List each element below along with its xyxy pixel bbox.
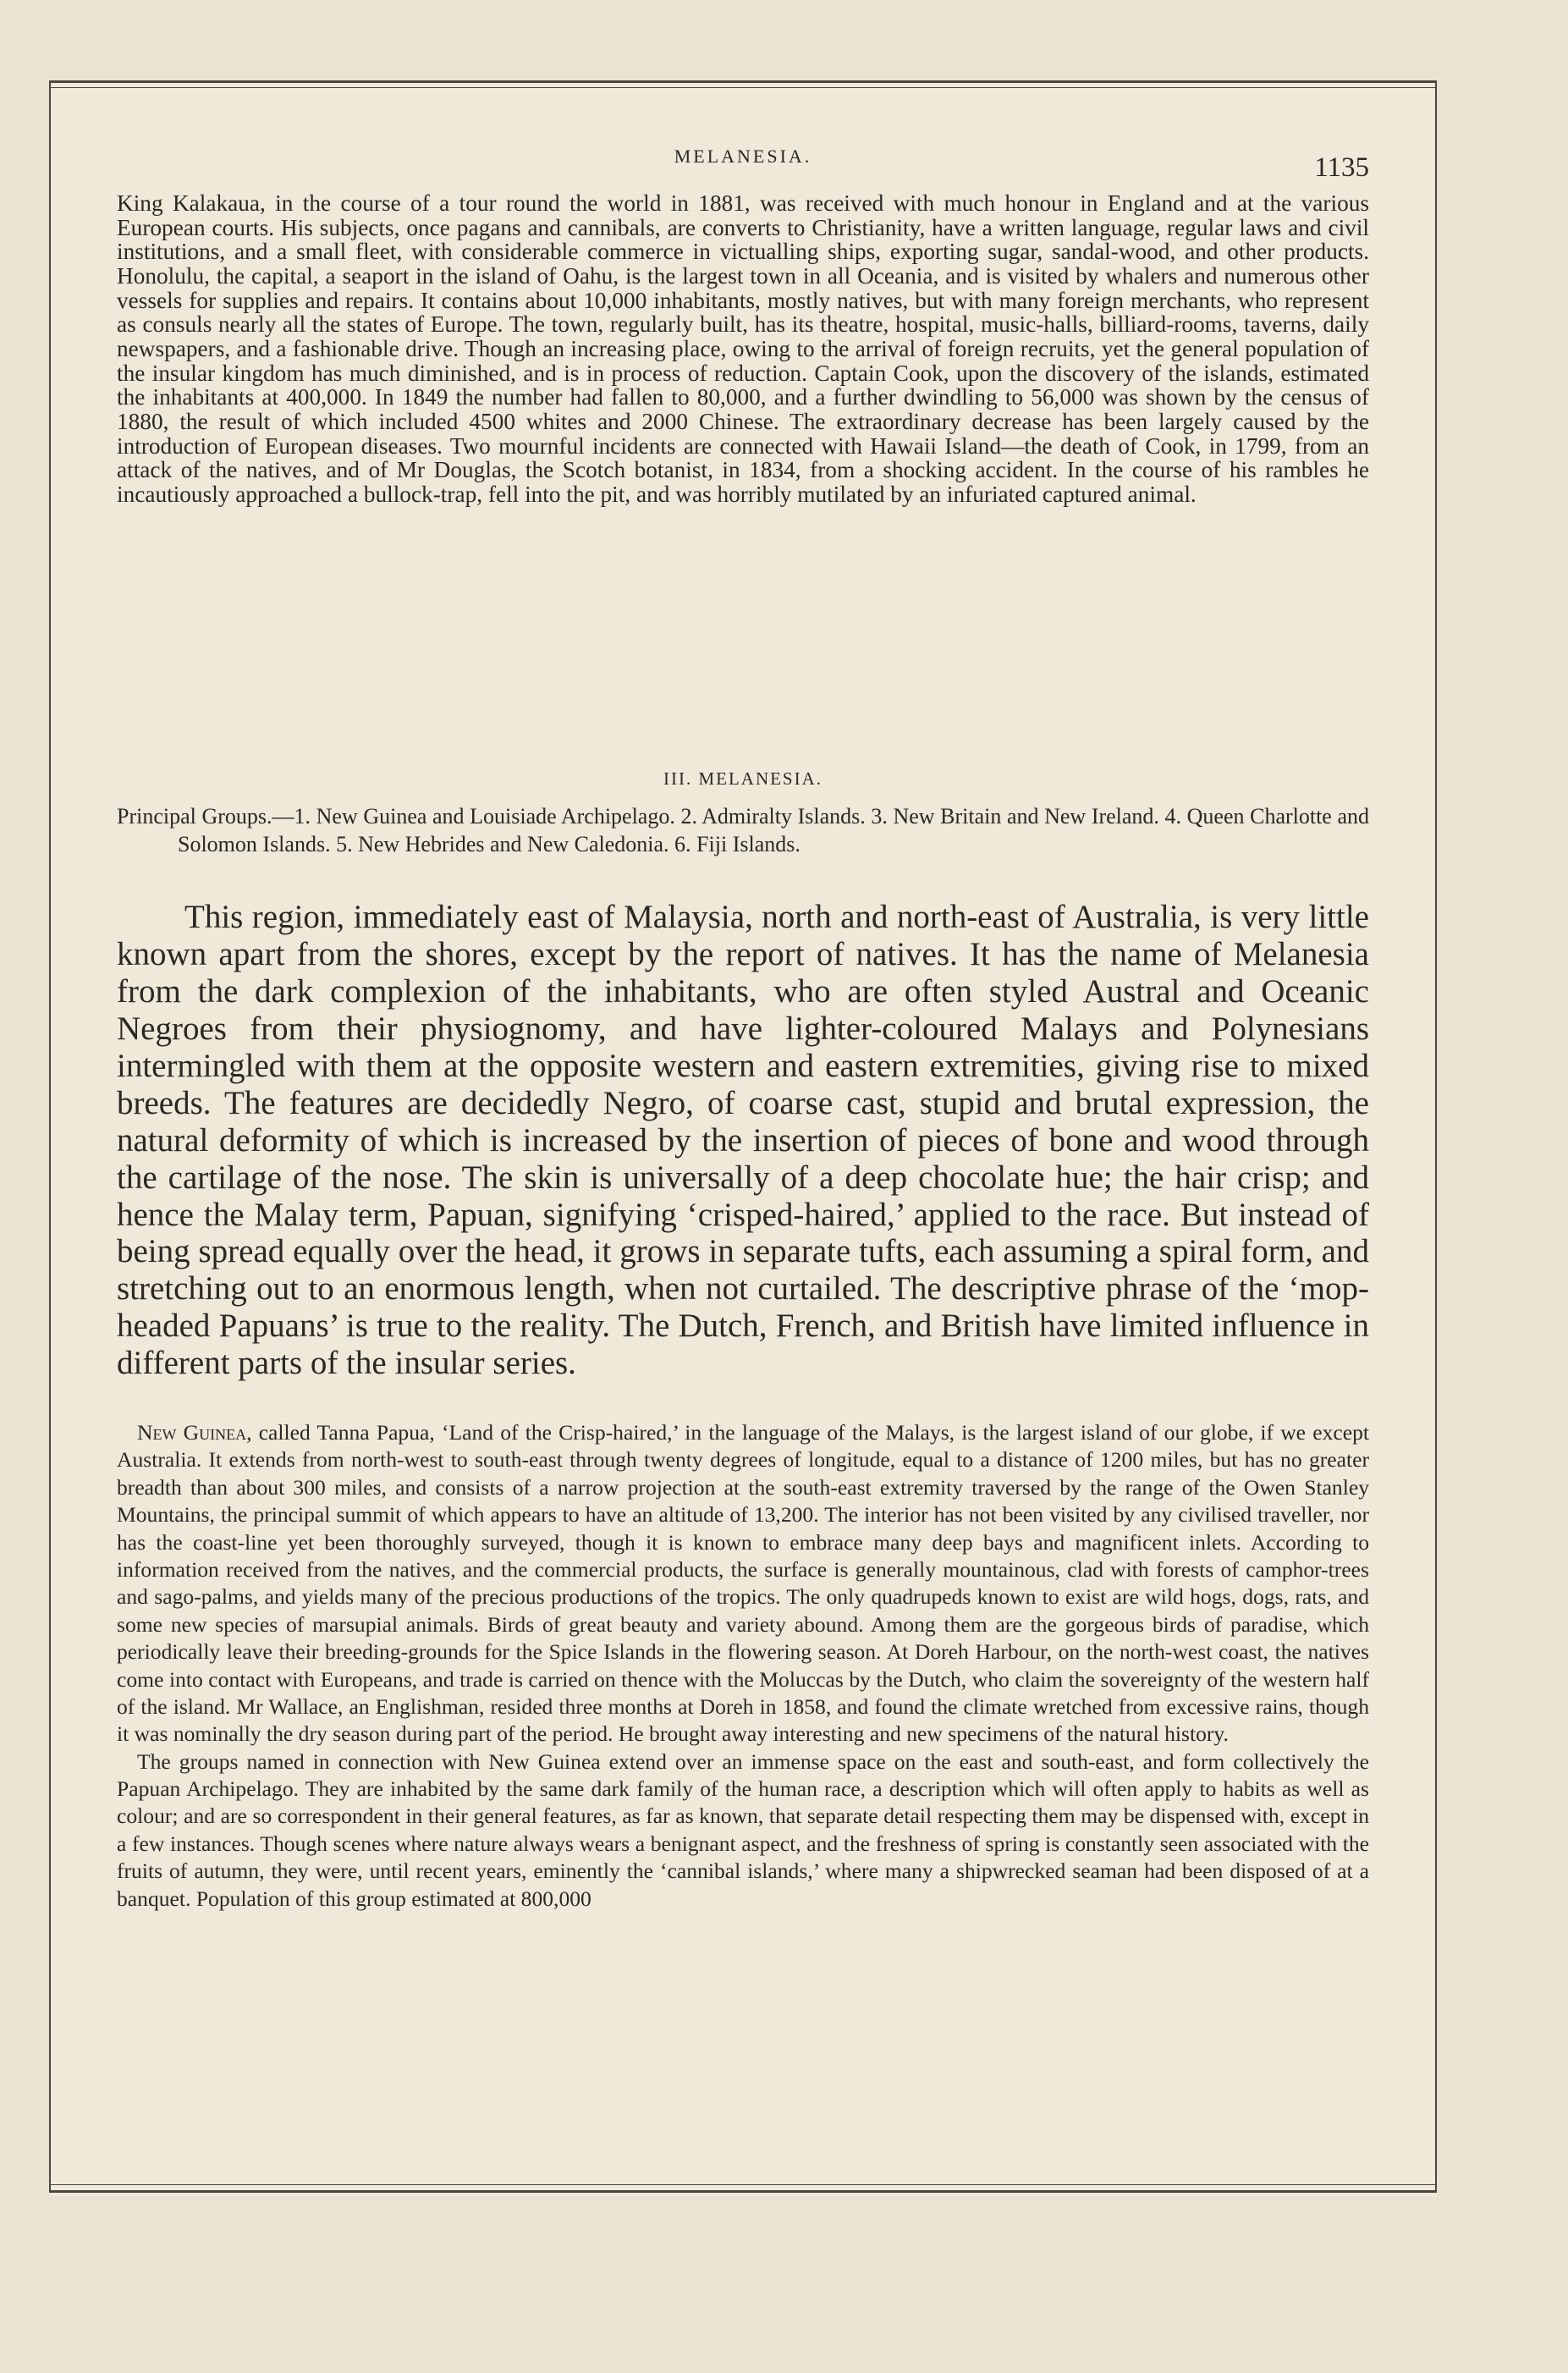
page-header	[117, 142, 1369, 183]
page-number: 1135	[1314, 152, 1369, 183]
top-border-rule	[49, 80, 1437, 83]
running-head: MELANESIA.	[674, 146, 812, 167]
bottom-border-rule-thin	[49, 2184, 1437, 2185]
top-border-rule-thin	[49, 87, 1437, 88]
new-guinea-section	[117, 1419, 1369, 1913]
new-guinea-text: , called Tanna Papua, ‘Land of the Crisp-haired,’ in the language of the Malays, is the largest island of our globe, if we except Australia. It extends from north-west to south-east through twenty degrees of longitude, equal to a distance of 1200 miles, but has no greater breadth than about 300 miles, and consists of a narrow projection at the south-east extremity traversed by the range of the Owen Stanley Mountains, the principal summit of which appears to have an altitude of 13,200. The interior has not been visited by any civilised traveller, nor has the coast-line yet been thoroughly surveyed, though it is known to embrace many deep bays and magnificent inlets. According to information received from the natives, and the commercial products, the surface is generally mountainous, clad with forests of camphor-trees and sago-palms, and yields many of the precious productions of the tropics. The only quadrupeds known to exist are wild hogs, dogs, rats, and some new species of marsupial animals. Birds of great beauty and variety abound. Among them are the gorgeous birds of paradise, which periodically leave their breeding-grounds for the Spice Islands in the flowering season. At Doreh Harbour, on the north-west coast, the natives come into contact with Europeans, and trade is carried on thence with the Moluccas by the Dutch, who claim the sovereignty of the western half of the island. Mr Wallace, an Englishman, resided three months at Doreh in 1858, and found the climate wretched from excessive rains, though it was nominally the dry season during part of the period. He brought away interesting and new specimens of the natural history.	[117, 1420, 1369, 1747]
right-border-rule	[1435, 80, 1437, 2193]
hawaii-paragraph-block	[117, 191, 1369, 507]
intro-paragraph: This region, immediately east of Malaysia, north and north-east of Australia, is very little known apart from the shores, except by the report of natives. It has the name of Melanesia from the dark complexion of the inhabitants, who are often styled Austral and Oceanic Negroes from their physiognomy, and have lighter-coloured Malays and Polynesians intermingled with them at the opposite western and eastern extremities, giving rise to mixed breeds. The features are decidedly Negro, of coarse cast, stupid and brutal expression, the natural deformity of which is increased by the insertion of pieces of bone and wood through the cartilage of the nose. The skin is universally of a deep chocolate hue; the hair crisp; and hence the Malay term, Papuan, signifying ‘crisped-haired,’ applied to the race. But instead of being spread equally over the head, it grows in separate tufts, each assuming a spiral form, and stretching out to an enormous length, when not curtailed. The descriptive phrase of the ‘mop-headed Papuans’ is true to the reality. The Dutch, French, and British have limited influence in different parts of the insular series.	[117, 899, 1369, 1382]
left-border-rule	[49, 80, 51, 2193]
new-guinea-lead: New Guinea	[137, 1420, 247, 1445]
section-title: III. MELANESIA.	[663, 768, 823, 789]
hawaii-paragraph: King Kalakaua, in the course of a tour round the world in 1881, was received with much honour in England and at the various European courts. His subjects, once pagans and cannibals, are converts to Christianity, have a written language, regular laws and civil institutions, and a small fleet, with considerable commerce in victualling ships, exporting sugar, sandal-wood, and other products. Honolulu, the capital, a seaport in the island of Oahu, is the largest town in all Oceania, and is visited by whalers and numerous other vessels for supplies and repairs. It contains about 10,000 inhabitants, mostly natives, but with many foreign merchants, who represent as consuls nearly all the states of Europe. The town, regularly built, has its theatre, hospital, music-halls, billiard-rooms, taverns, daily newspapers, and a fashionable drive. Though an increasing place, owing to the arrival of foreign recruits, yet the general population of the insular kingdom has much diminished, and is in process of reduction. Captain Cook, upon the discovery of the islands, estimated the inhabitants at 400,000. In 1849 the number had fallen to 80,000, and a further dwindling to 56,000 was shown by the census of 1880, the result of which included 4500 whites and 2000 Chinese. The extraordinary decrease has been largely caused by the introduction of European diseases. Two mournful incidents are connected with Hawaii Island—the death of Cook, in 1799, from an attack of the natives, and of Mr Douglas, the Scotch botanist, in 1834, from a shocking accident. In the course of his rambles he incautiously approached a bullock-trap, fell into the pit, and was horribly mutilated by an infuriated captured animal.	[117, 190, 1369, 507]
principal-groups: Principal Groups.—1. New Guinea and Louisiade Archipelago. 2. Admiralty Islands. 3. New Britain and New Ireland. 4. Queen Charlotte and Solomon Islands. 5. New Hebrides and New Caledonia. 6. Fiji Islands.	[117, 804, 1369, 857]
papuan-groups-paragraph: The groups named in connection with New Guinea extend over an immense space on the east and south-east, and form collectively the Papuan Archipelago. They are inhabited by the same dark family of the human race, a description which will often apply to habits as well as colour; and are so correspondent in their general features, as far as known, that separate detail respecting them may be dispensed with, except in a few instances. Though scenes where nature always wears a benignant aspect, and the freshness of spring is constantly seen associated with the fruits of autumn, they were, until recent years, eminently the ‘cannibal islands,’ where many a shipwrecked seaman had been disposed of at a banquet. Population of this group estimated at 800,000	[117, 1748, 1369, 1911]
bottom-border-rule	[49, 2190, 1437, 2193]
new-guinea-paragraph	[117, 1419, 1369, 1748]
intro-paragraph-block	[117, 899, 1369, 1382]
